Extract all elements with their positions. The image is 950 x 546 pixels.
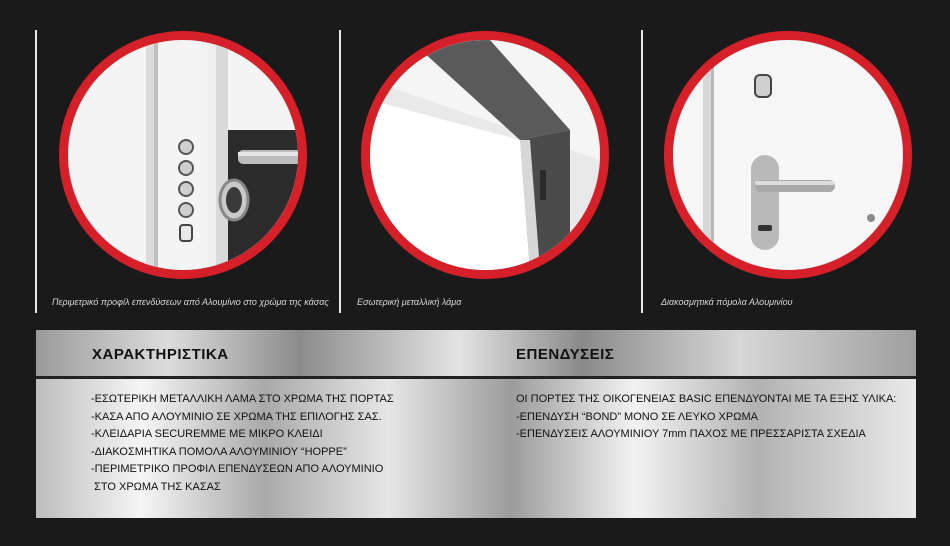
list-item: ΣΤΟ ΧΡΩΜΑ ΤΗΣ ΚΑΣΑΣ	[91, 480, 221, 493]
caption-metal-blade: Εσωτερική μεταλλική λάμα	[357, 297, 462, 307]
list-item: -ΚΛΕΙΔΑΡΙΑ SECUREMME ΜΕ ΜΙΚΡΟ ΚΛΕΙΔΙ	[91, 428, 323, 440]
panel-divider	[36, 376, 916, 379]
divider-line-2	[339, 30, 341, 313]
list-item: ΟΙ ΠΟΡΤΕΣ ΤΗΣ ΟΙΚΟΓΕΝΕΙΑΣ BASIC ΕΠΕΝΔΥΟΝΤΑΙ ΜΕ ΤΑ ΕΞΗΣ ΥΛΙΚΑ:	[516, 393, 897, 405]
features-list	[91, 391, 394, 496]
coverings-heading: ΕΠΕΝΔΥΣΕΙΣ	[516, 346, 615, 363]
detail-image-metal-blade	[361, 31, 609, 279]
info-panel	[36, 330, 916, 518]
caption-frame-profile: Περιμετρικό προφίλ επενδύσεων από Αλουμίνιο στο χρώμα της κάσας	[52, 297, 329, 307]
caption-handles: Διακοσμητικά πόμολα Αλουμινίου	[661, 297, 793, 307]
divider-line-1	[35, 30, 37, 313]
list-item: -ΚΑΣΑ ΑΠΟ ΑΛΟΥΜΙΝΙΟ ΣΕ ΧΡΩΜΑ ΤΗΣ ΕΠΙΛΟΓΗΣ ΣΑΣ.	[91, 410, 382, 423]
coverings-list	[516, 391, 896, 444]
list-item: -ΕΠΕΝΔΥΣΕΙΣ ΑΛΟΥΜΙΝΙΟΥ 7mm ΠΑΧΟΣ ΜΕ ΠΡΕΣΣΑΡΙΣΤΑ ΣΧΕΔΙΑ	[516, 428, 866, 440]
features-heading: ΧΑΡΑΚΤΗΡΙΣΤΙΚΑ	[92, 346, 229, 363]
divider-line-3	[641, 30, 643, 313]
list-item: -ΕΠΕΝΔΥΣΗ “BOND” ΜΟΝΟ ΣΕ ΛΕΥΚΟ ΧΡΩΜΑ	[516, 410, 758, 423]
list-item: -ΕΣΩΤΕΡΙΚΗ ΜΕΤΑΛΛΙΚΗ ΛΑΜΑ ΣΤΟ ΧΡΩΜΑ ΤΗΣ ΠΟΡΤΑΣ	[91, 393, 394, 405]
list-item: -ΔΙΑΚΟΣΜΗΤΙΚΑ ΠΟΜΟΛΑ ΑΛΟΥΜΙΝΙΟΥ “HOPPE”	[91, 445, 347, 458]
detail-image-frame-profile	[59, 31, 307, 279]
detail-image-handle	[664, 31, 912, 279]
list-item: -ΠΕΡΙΜΕΤΡΙΚΟ ΠΡΟΦΙΛ ΕΠΕΝΔΥΣΕΩΝ ΑΠΟ ΑΛΟΥΜΙΝΙΟ	[91, 463, 384, 475]
